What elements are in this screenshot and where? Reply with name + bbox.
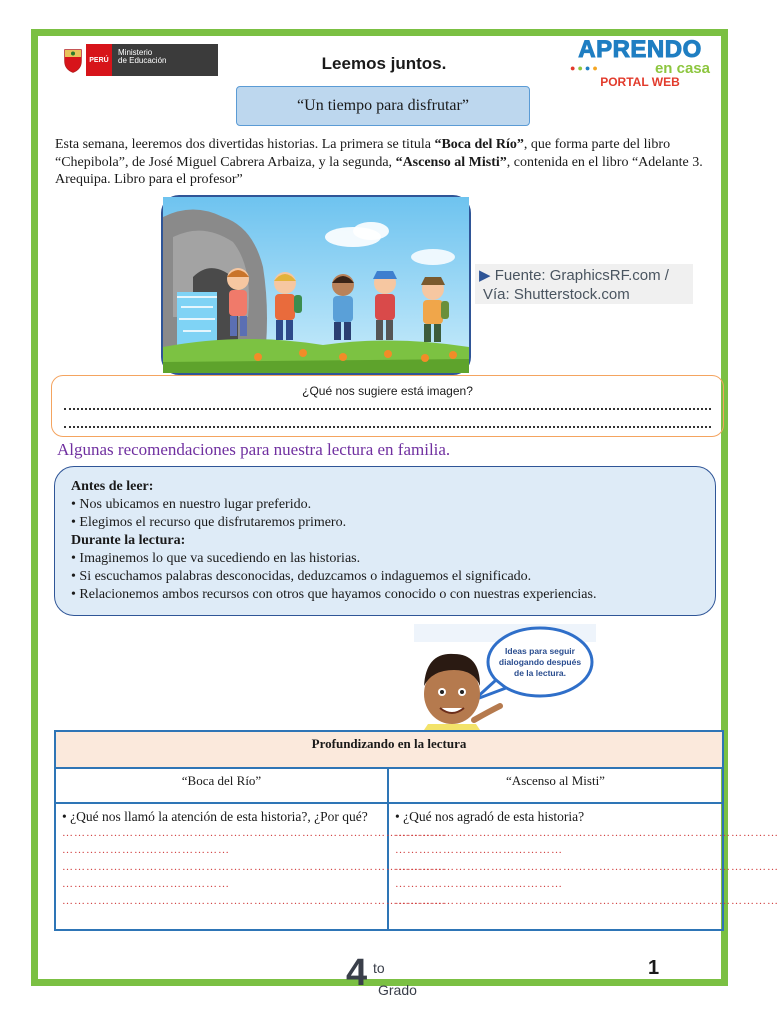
logo-line-3: PORTAL WEB <box>600 75 680 89</box>
before-reading-title: Antes de leer: <box>71 479 154 494</box>
image-source-caption <box>475 264 693 304</box>
image-question: ¿Qué nos sugiere está imagen? <box>302 384 473 398</box>
answer-dotted-line[interactable]: …………………………………… <box>62 844 230 856</box>
tip-item: • Nos ubicamos en nuestro lugar preferido. <box>71 497 312 512</box>
grade-badge <box>346 952 426 1000</box>
answer-dotted-line[interactable]: …………………………………………………………………………………… <box>62 827 446 839</box>
answer-dotted-line[interactable]: …………………………………… <box>395 878 563 890</box>
logo-line-2: en casa <box>654 60 710 77</box>
intro-story-1: “Boca del Río” <box>434 137 524 152</box>
intro-text-1: Esta semana, leeremos dos divertidas historias. La primera se titula <box>55 137 435 152</box>
intro-text-2: , que forma parte del libro “Chepibola”, de José Miguel Cabrera Arbaiza, y la segunda, <box>55 137 671 170</box>
answer-dotted-line[interactable]: …………………………………………………………………………………… <box>395 861 779 873</box>
tip-item: • Si escuchamos palabras desconocidas, deduzcamos o indaguemos el significado. <box>71 569 532 584</box>
ministry-line-1: Ministerio <box>118 48 153 57</box>
tip-item: • Relacionemos ambos recursos con otros que hayamos conocido o con nuestras experiencias. <box>71 587 597 602</box>
peru-badge: PERÚ <box>86 44 112 76</box>
source-text-1: Fuente: GraphicsRF.com / <box>494 267 669 284</box>
tip-item: • Elegimos el recurso que disfrutaremos primero. <box>71 515 347 530</box>
table-header: Profundizando en la lectura <box>56 732 722 769</box>
grade-number: 4 <box>346 952 368 994</box>
source-line-1 <box>479 266 693 285</box>
answer-cell-boca-del-rio[interactable] <box>56 804 446 929</box>
ministry-line-2: de Educación <box>118 56 167 66</box>
tip-item: • Imaginemos lo que va sucediendo en las historias. <box>71 551 361 566</box>
answer-line-2[interactable] <box>64 426 711 430</box>
grade-suffix: to <box>373 960 385 976</box>
play-arrow-icon: ▶ <box>479 267 491 284</box>
answer-dotted-line[interactable]: …………………………………………………………………………………… <box>62 861 446 873</box>
column-ascenso-al-misti: “Ascenso al Misti” <box>389 769 722 804</box>
column-boca-del-rio: “Boca del Río” <box>56 769 389 804</box>
question-ascenso-al-misti: • ¿Qué nos agradó de esta historia? <box>395 809 585 824</box>
page-title: Leemos juntos. <box>321 54 447 73</box>
aprendo-en-casa-logo <box>566 38 714 92</box>
page-number: 1 <box>648 957 660 979</box>
answer-dotted-line[interactable]: …………………………………………………………………………………… <box>62 895 446 907</box>
reading-title-box: “Un tiempo para disfrutar” <box>236 86 530 126</box>
reading-tips-box <box>54 466 716 616</box>
bubble-line-3: de la lectura. <box>514 668 566 678</box>
grade-word: Grado <box>378 982 417 998</box>
deepening-reading-table <box>54 730 779 931</box>
answer-cell-ascenso-al-misti[interactable] <box>389 804 779 929</box>
image-question-box <box>51 375 724 437</box>
during-reading-title: Durante la lectura: <box>71 533 186 548</box>
question-boca-del-rio: • ¿Qué nos llamó la atención de esta historia?, ¿Por qué? <box>62 809 368 824</box>
hiking-children-illustration <box>161 195 471 375</box>
kid-speech-illustration <box>414 624 596 730</box>
answer-line-1[interactable] <box>64 408 711 412</box>
bubble-line-2: dialogando después <box>498 657 582 667</box>
logo-dots-icon: ●●●● <box>570 63 600 73</box>
intro-story-2: “Ascenso al Misti” <box>395 154 507 170</box>
logo-line-1: APRENDO <box>578 36 702 63</box>
answer-dotted-line[interactable]: …………………………………………………………………………………… <box>395 895 779 907</box>
bubble-line-1: Ideas para seguir <box>505 646 575 656</box>
intro-text-3: , contenida en el libro “Adelante 3. Arequipa. Libro para el profesor” <box>55 154 703 187</box>
source-line-2: Vía: Shutterstock.com <box>483 286 630 303</box>
answer-dotted-line[interactable]: …………………………………… <box>395 844 563 856</box>
answer-dotted-line[interactable]: …………………………………………………………………………………… <box>395 827 779 839</box>
recommendations-title: Algunas recomendaciones para nuestra lectura en familia. <box>57 440 451 459</box>
answer-dotted-line[interactable]: …………………………………… <box>62 878 230 890</box>
intro-paragraph <box>55 136 715 189</box>
